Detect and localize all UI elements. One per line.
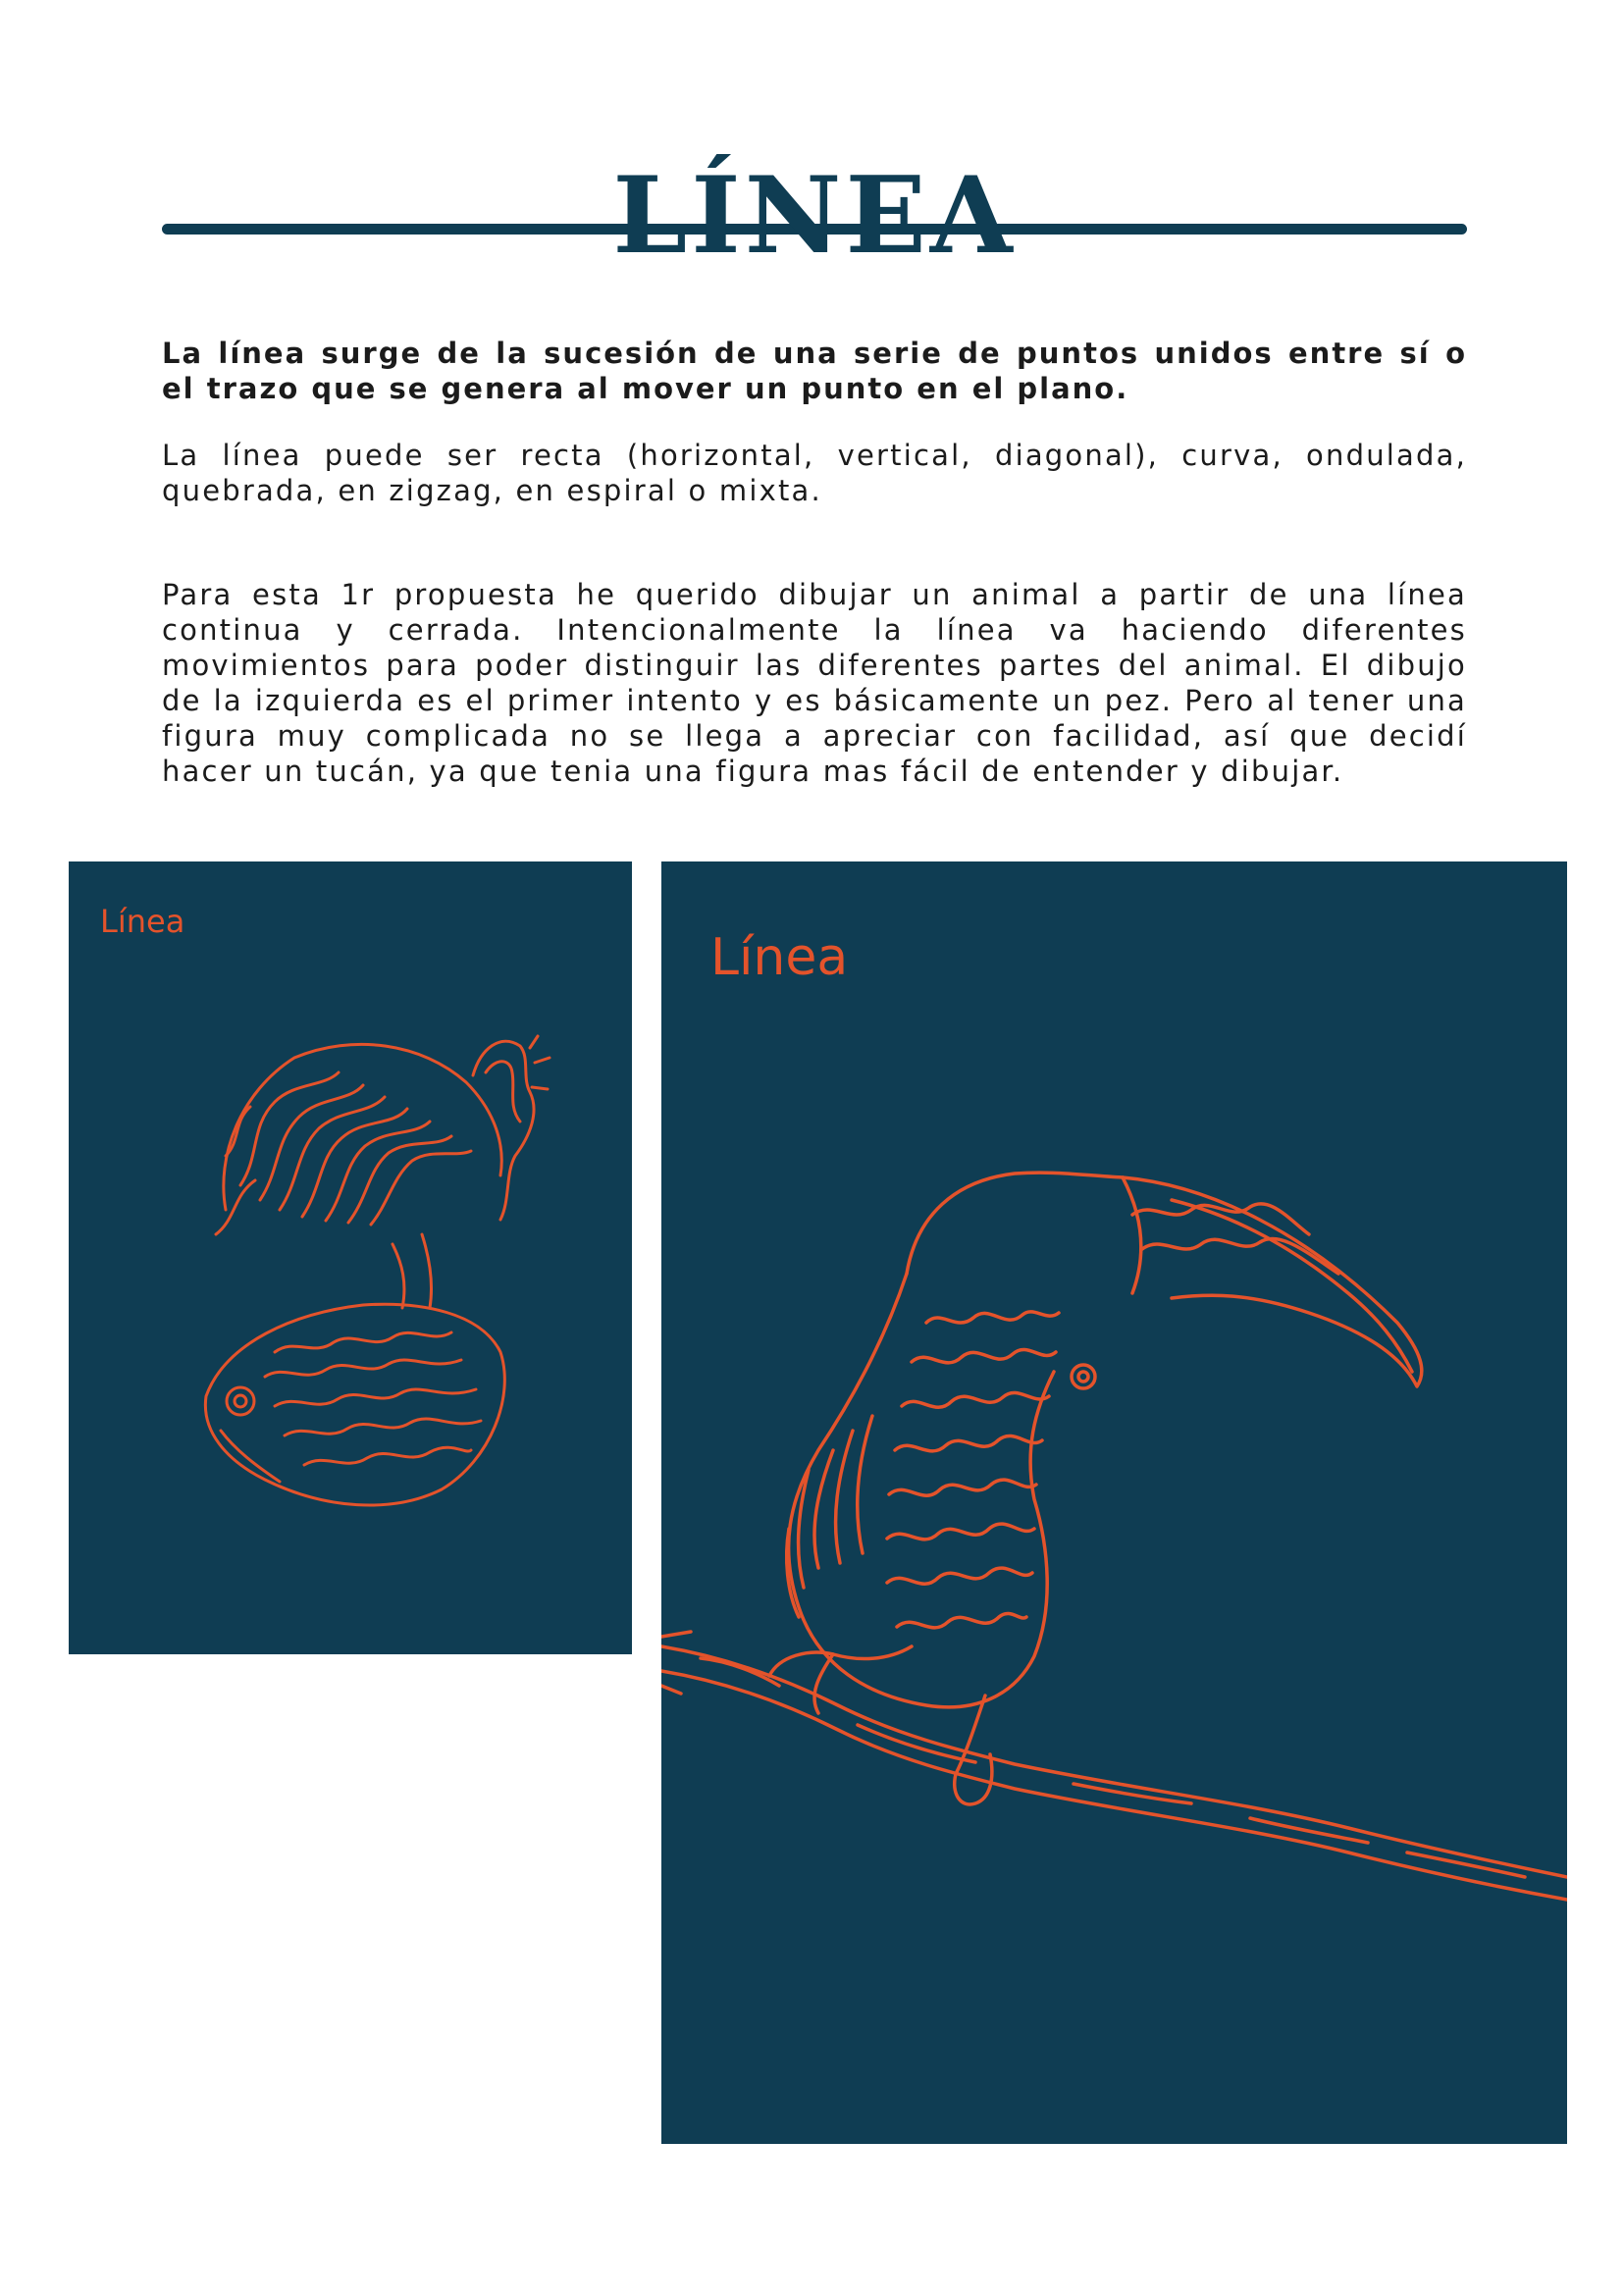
- line-types-paragraph: La línea puede ser recta (horizontal, vertical, diagonal), curva, ondulada, quebrada, en zigzag, en espiral o mixta.: [162, 439, 1467, 507]
- toucan-poster: [661, 861, 1567, 2144]
- toucan-poster-label: Línea: [710, 928, 849, 987]
- proposal-paragraph: Para esta 1r propuesta he querido dibujar un animal a partir de una línea continua y cerrada. Intencionalmente la línea va haciendo diferentes movimientos para poder distinguir las diferentes partes del animal. El dibujo de la izquierda es el primer intento y es básicamente un pez. Pero al tener una figura muy complicada no se llega a apreciar con facilidad, así que decidí hacer un tucán, ya que tenia una figura mas fácil de entender y dibujar.: [162, 578, 1467, 788]
- fish-poster-label: Línea: [100, 903, 185, 940]
- lead-paragraph: La línea surge de la sucesión de una serie de puntos unidos entre sí o el trazo que se genera al mover un punto en el plano.: [162, 337, 1467, 405]
- toucan-line-drawing: [661, 861, 1567, 2144]
- fish-line-drawing: [69, 861, 632, 1654]
- page-title: LÍNEA: [612, 154, 1017, 278]
- fish-poster: [69, 861, 632, 1654]
- page-heading: [162, 154, 1467, 278]
